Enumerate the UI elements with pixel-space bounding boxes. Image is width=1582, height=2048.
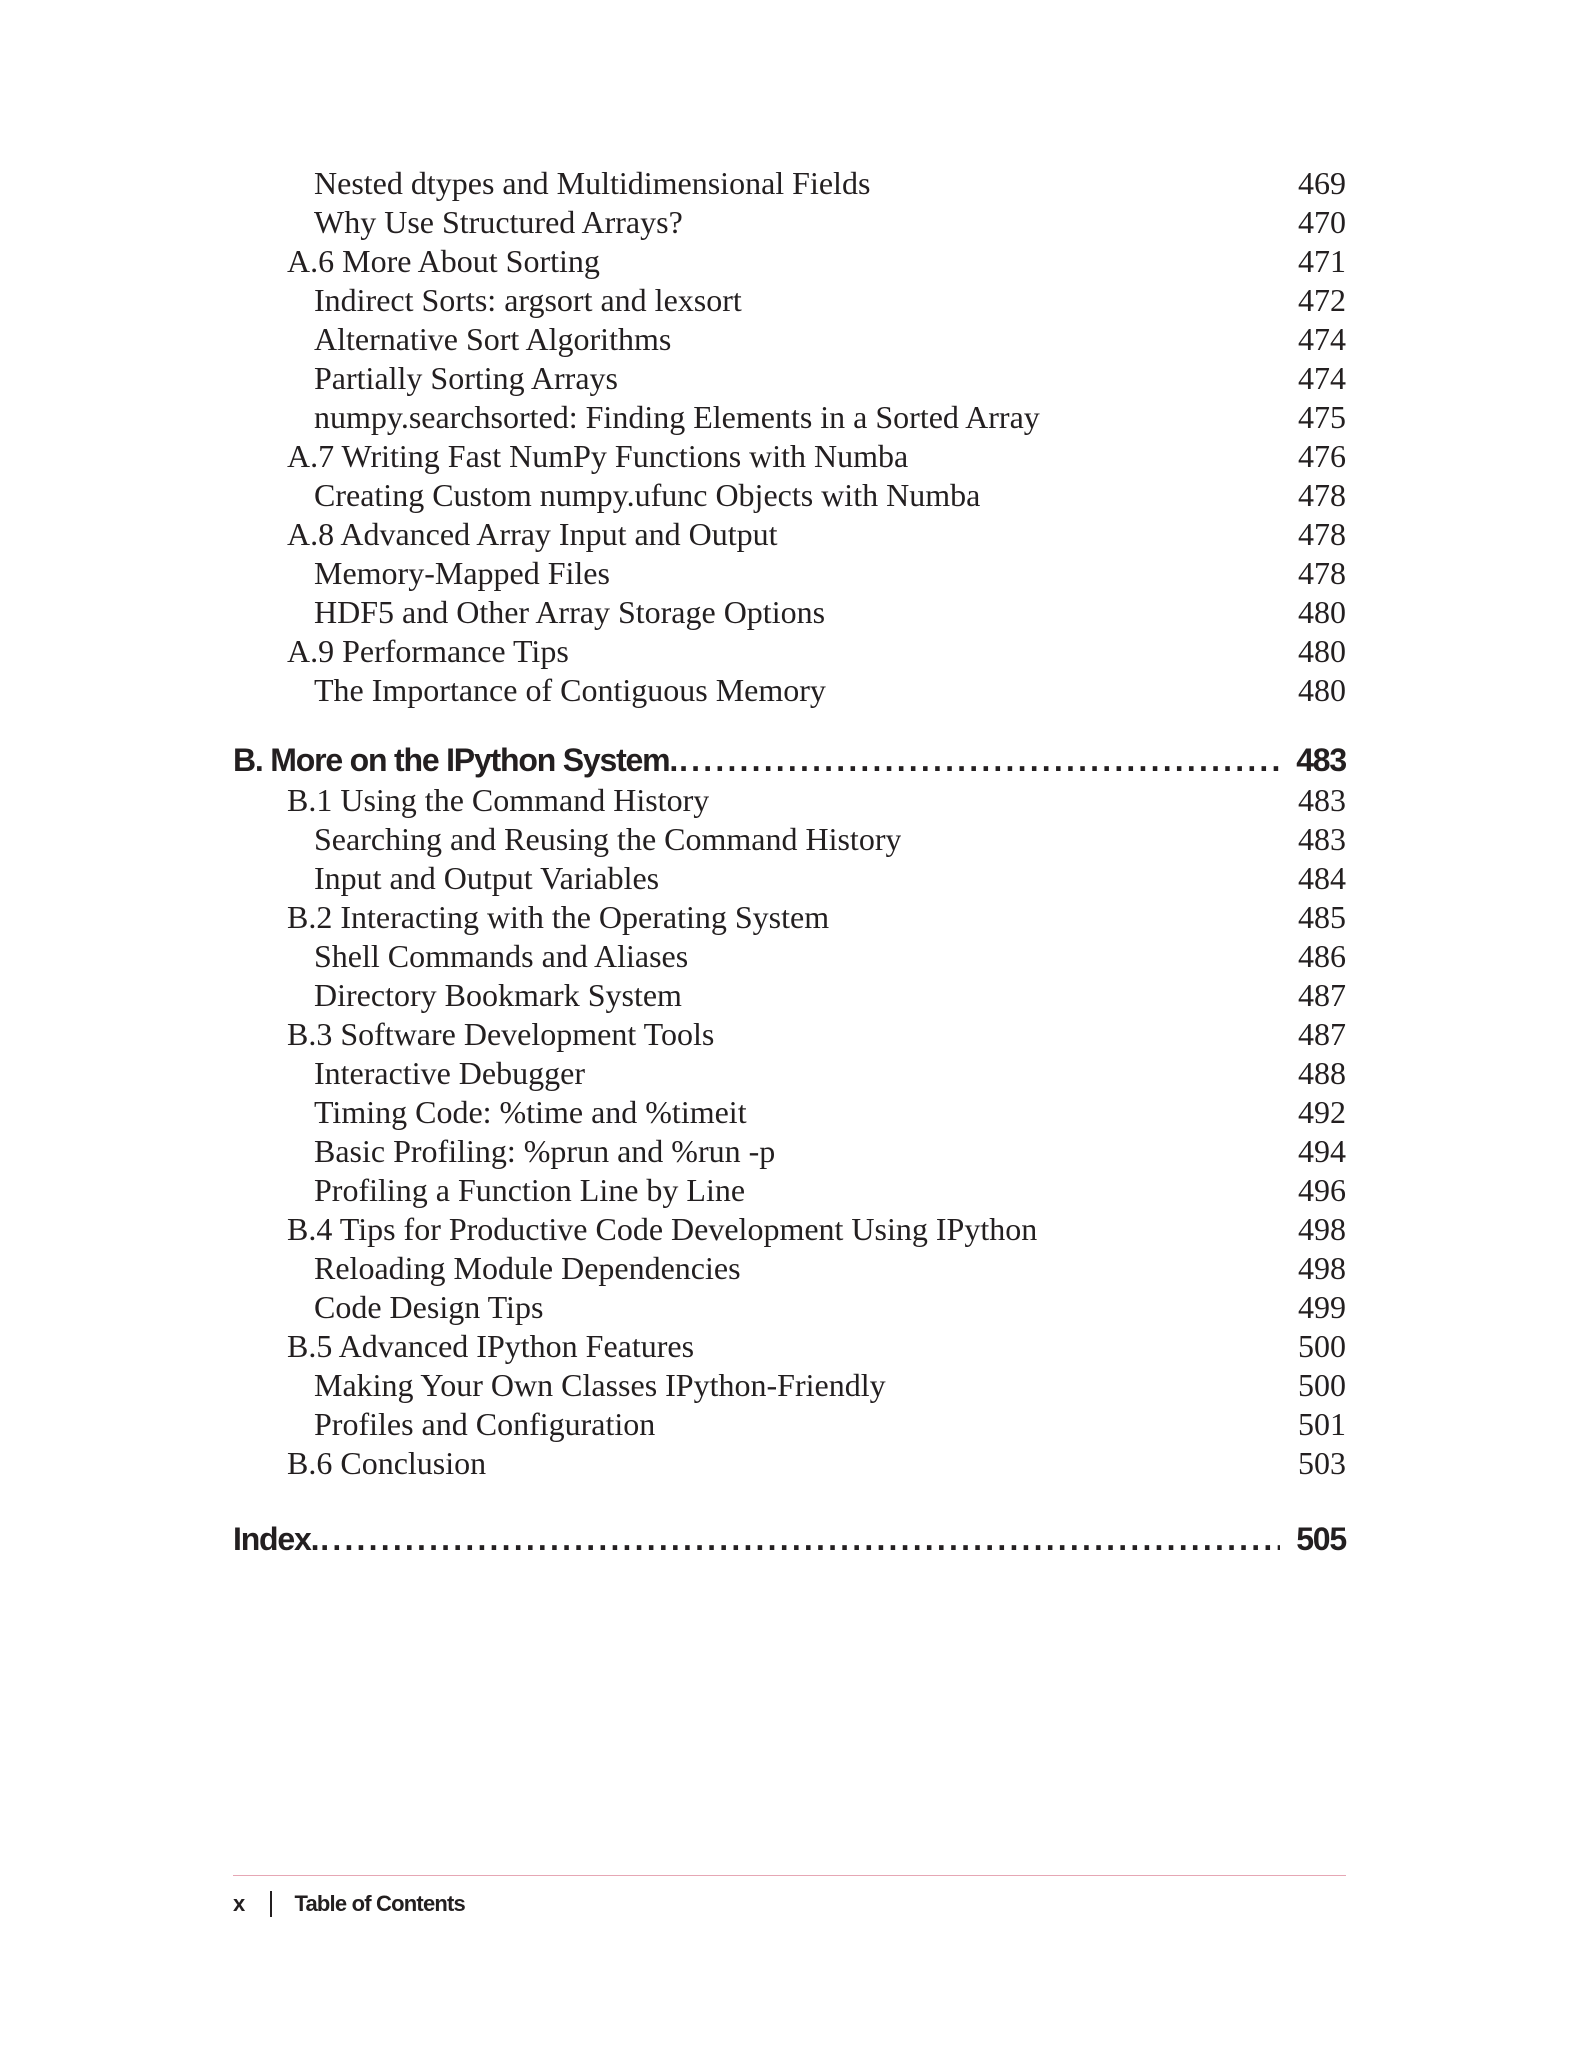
spacer [233, 1483, 1346, 1518]
toc-index[interactable] [233, 1518, 1346, 1560]
toc-entry-title: numpy.searchsorted: Finding Elements in a Sorted Array [314, 399, 1040, 435]
toc-entry-page: 496 [1298, 1172, 1346, 1208]
toc-entry-page: 475 [1298, 399, 1346, 435]
toc-entry[interactable] [233, 937, 1346, 976]
dot-leader [320, 1518, 1280, 1560]
toc-entry-page: 499 [1298, 1289, 1346, 1325]
toc-section-page: 503 [1298, 1445, 1346, 1481]
toc-entry-title: Basic Profiling: %prun and %run -p [314, 1133, 776, 1169]
toc-entry-page: 484 [1298, 860, 1346, 896]
toc-section-page: 487 [1298, 1016, 1346, 1052]
toc-entry[interactable] [233, 1366, 1346, 1405]
toc-chapter-b[interactable] [233, 739, 1346, 781]
toc-section[interactable] [233, 898, 1346, 937]
toc-entry[interactable] [233, 1405, 1346, 1444]
toc-section-page: 478 [1298, 516, 1346, 552]
toc-entry-page: 474 [1298, 321, 1346, 357]
toc-entry-title: Searching and Reusing the Command History [314, 821, 902, 857]
toc-entry-page: 488 [1298, 1055, 1346, 1091]
toc-entry-title: Interactive Debugger [314, 1055, 585, 1091]
toc-entry-title: Input and Output Variables [314, 860, 660, 896]
toc-section-page: 483 [1298, 782, 1346, 818]
toc-entry-title: The Importance of Contiguous Memory [314, 672, 826, 708]
toc-section-title: B.3 Software Development Tools [287, 1016, 715, 1052]
toc-section-title: B.2 Interacting with the Operating System [287, 899, 830, 935]
toc-section-page: 476 [1298, 438, 1346, 474]
toc-entry[interactable] [233, 398, 1346, 437]
toc-entry-title: Profiles and Configuration [314, 1406, 656, 1442]
dot-leader [679, 739, 1280, 781]
toc-entry-title: Nested dtypes and Multidimensional Fields [314, 165, 871, 201]
toc-section-title: A.9 Performance Tips [287, 633, 569, 669]
toc-entry[interactable] [233, 320, 1346, 359]
toc-section[interactable] [233, 632, 1346, 671]
toc-entry[interactable] [233, 593, 1346, 632]
toc-entry-page: 501 [1298, 1406, 1346, 1442]
toc-entry[interactable] [233, 1249, 1346, 1288]
footer-page-number: x [233, 1891, 245, 1916]
toc-entry-page: 494 [1298, 1133, 1346, 1169]
toc-entry[interactable] [233, 476, 1346, 515]
toc-entry-page: 470 [1298, 204, 1346, 240]
table-of-contents [233, 164, 1346, 1560]
toc-section-title: B.4 Tips for Productive Code Development Using IPython [287, 1211, 1038, 1247]
toc-entry-title: Reloading Module Dependencies [314, 1250, 741, 1286]
toc-entry[interactable] [233, 976, 1346, 1015]
toc-chapter-title: B. More on the IPython System. [233, 742, 678, 778]
toc-entry[interactable] [233, 1093, 1346, 1132]
toc-section-title: B.1 Using the Command History [287, 782, 710, 818]
toc-entry-title: Directory Bookmark System [314, 977, 682, 1013]
toc-entry-title: HDF5 and Other Array Storage Options [314, 594, 826, 630]
toc-entry-title: Creating Custom numpy.ufunc Objects with Numba [314, 477, 981, 513]
toc-section-title: A.6 More About Sorting [287, 243, 600, 279]
toc-entry-title: Making Your Own Classes IPython-Friendly [314, 1367, 886, 1403]
toc-entry-page: 483 [1298, 821, 1346, 857]
toc-entry-page: 472 [1298, 282, 1346, 318]
toc-chapter-page: 483 [1296, 742, 1346, 778]
toc-entry[interactable] [233, 359, 1346, 398]
toc-entry-title: Shell Commands and Aliases [314, 938, 689, 974]
toc-entry-title: Profiling a Function Line by Line [314, 1172, 746, 1208]
toc-section-title: A.7 Writing Fast NumPy Functions with Numba [287, 438, 909, 474]
page-footer [233, 1887, 465, 1921]
toc-entry-page: 492 [1298, 1094, 1346, 1130]
toc-section-title: A.8 Advanced Array Input and Output [287, 516, 778, 552]
toc-entry[interactable] [233, 1288, 1346, 1327]
toc-entry[interactable] [233, 820, 1346, 859]
toc-entry-title: Memory-Mapped Files [314, 555, 610, 591]
toc-entry[interactable] [233, 671, 1346, 710]
spacer [233, 710, 1346, 739]
toc-entry-page: 486 [1298, 938, 1346, 974]
toc-entry-title: Alternative Sort Algorithms [314, 321, 672, 357]
toc-entry[interactable] [233, 164, 1346, 203]
toc-section-title: B.5 Advanced IPython Features [287, 1328, 695, 1364]
toc-section-page: 471 [1298, 243, 1346, 279]
toc-section-page: 485 [1298, 899, 1346, 935]
toc-section[interactable] [233, 242, 1346, 281]
toc-entry-page: 478 [1298, 477, 1346, 513]
toc-entry-title: Partially Sorting Arrays [314, 360, 618, 396]
toc-entry-page: 480 [1298, 672, 1346, 708]
toc-section[interactable] [233, 437, 1346, 476]
toc-entry-page: 474 [1298, 360, 1346, 396]
toc-section-title: B.6 Conclusion [287, 1445, 487, 1481]
toc-section[interactable] [233, 1327, 1346, 1366]
toc-section-page: 500 [1298, 1328, 1346, 1364]
toc-section[interactable] [233, 1444, 1346, 1483]
toc-entry[interactable] [233, 859, 1346, 898]
toc-entry[interactable] [233, 1054, 1346, 1093]
toc-section-page: 480 [1298, 633, 1346, 669]
toc-entry-page: 500 [1298, 1367, 1346, 1403]
footer-divider [233, 1875, 1346, 1876]
toc-entry-page: 469 [1298, 165, 1346, 201]
toc-entry-title: Timing Code: %time and %timeit [314, 1094, 747, 1130]
toc-entry[interactable] [233, 281, 1346, 320]
toc-entry-page: 498 [1298, 1250, 1346, 1286]
toc-entry-page: 487 [1298, 977, 1346, 1013]
toc-section[interactable] [233, 1210, 1346, 1249]
toc-index-page: 505 [1296, 1521, 1346, 1557]
toc-entry[interactable] [233, 1171, 1346, 1210]
footer-running-title: Table of Contents [294, 1891, 465, 1916]
toc-entry-page: 480 [1298, 594, 1346, 630]
toc-entry-page: 478 [1298, 555, 1346, 591]
toc-entry[interactable] [233, 1132, 1346, 1171]
toc-section[interactable] [233, 781, 1346, 820]
toc-entry-title: Indirect Sorts: argsort and lexsort [314, 282, 742, 318]
toc-index-title: Index. [233, 1521, 319, 1557]
toc-section[interactable] [233, 515, 1346, 554]
toc-entry-title: Code Design Tips [314, 1289, 544, 1325]
toc-section[interactable] [233, 1015, 1346, 1054]
toc-entry[interactable] [233, 554, 1346, 593]
toc-entry-title: Why Use Structured Arrays? [314, 204, 683, 240]
toc-section-page: 498 [1298, 1211, 1346, 1247]
toc-entry[interactable] [233, 203, 1346, 242]
footer-separator [270, 1891, 272, 1917]
